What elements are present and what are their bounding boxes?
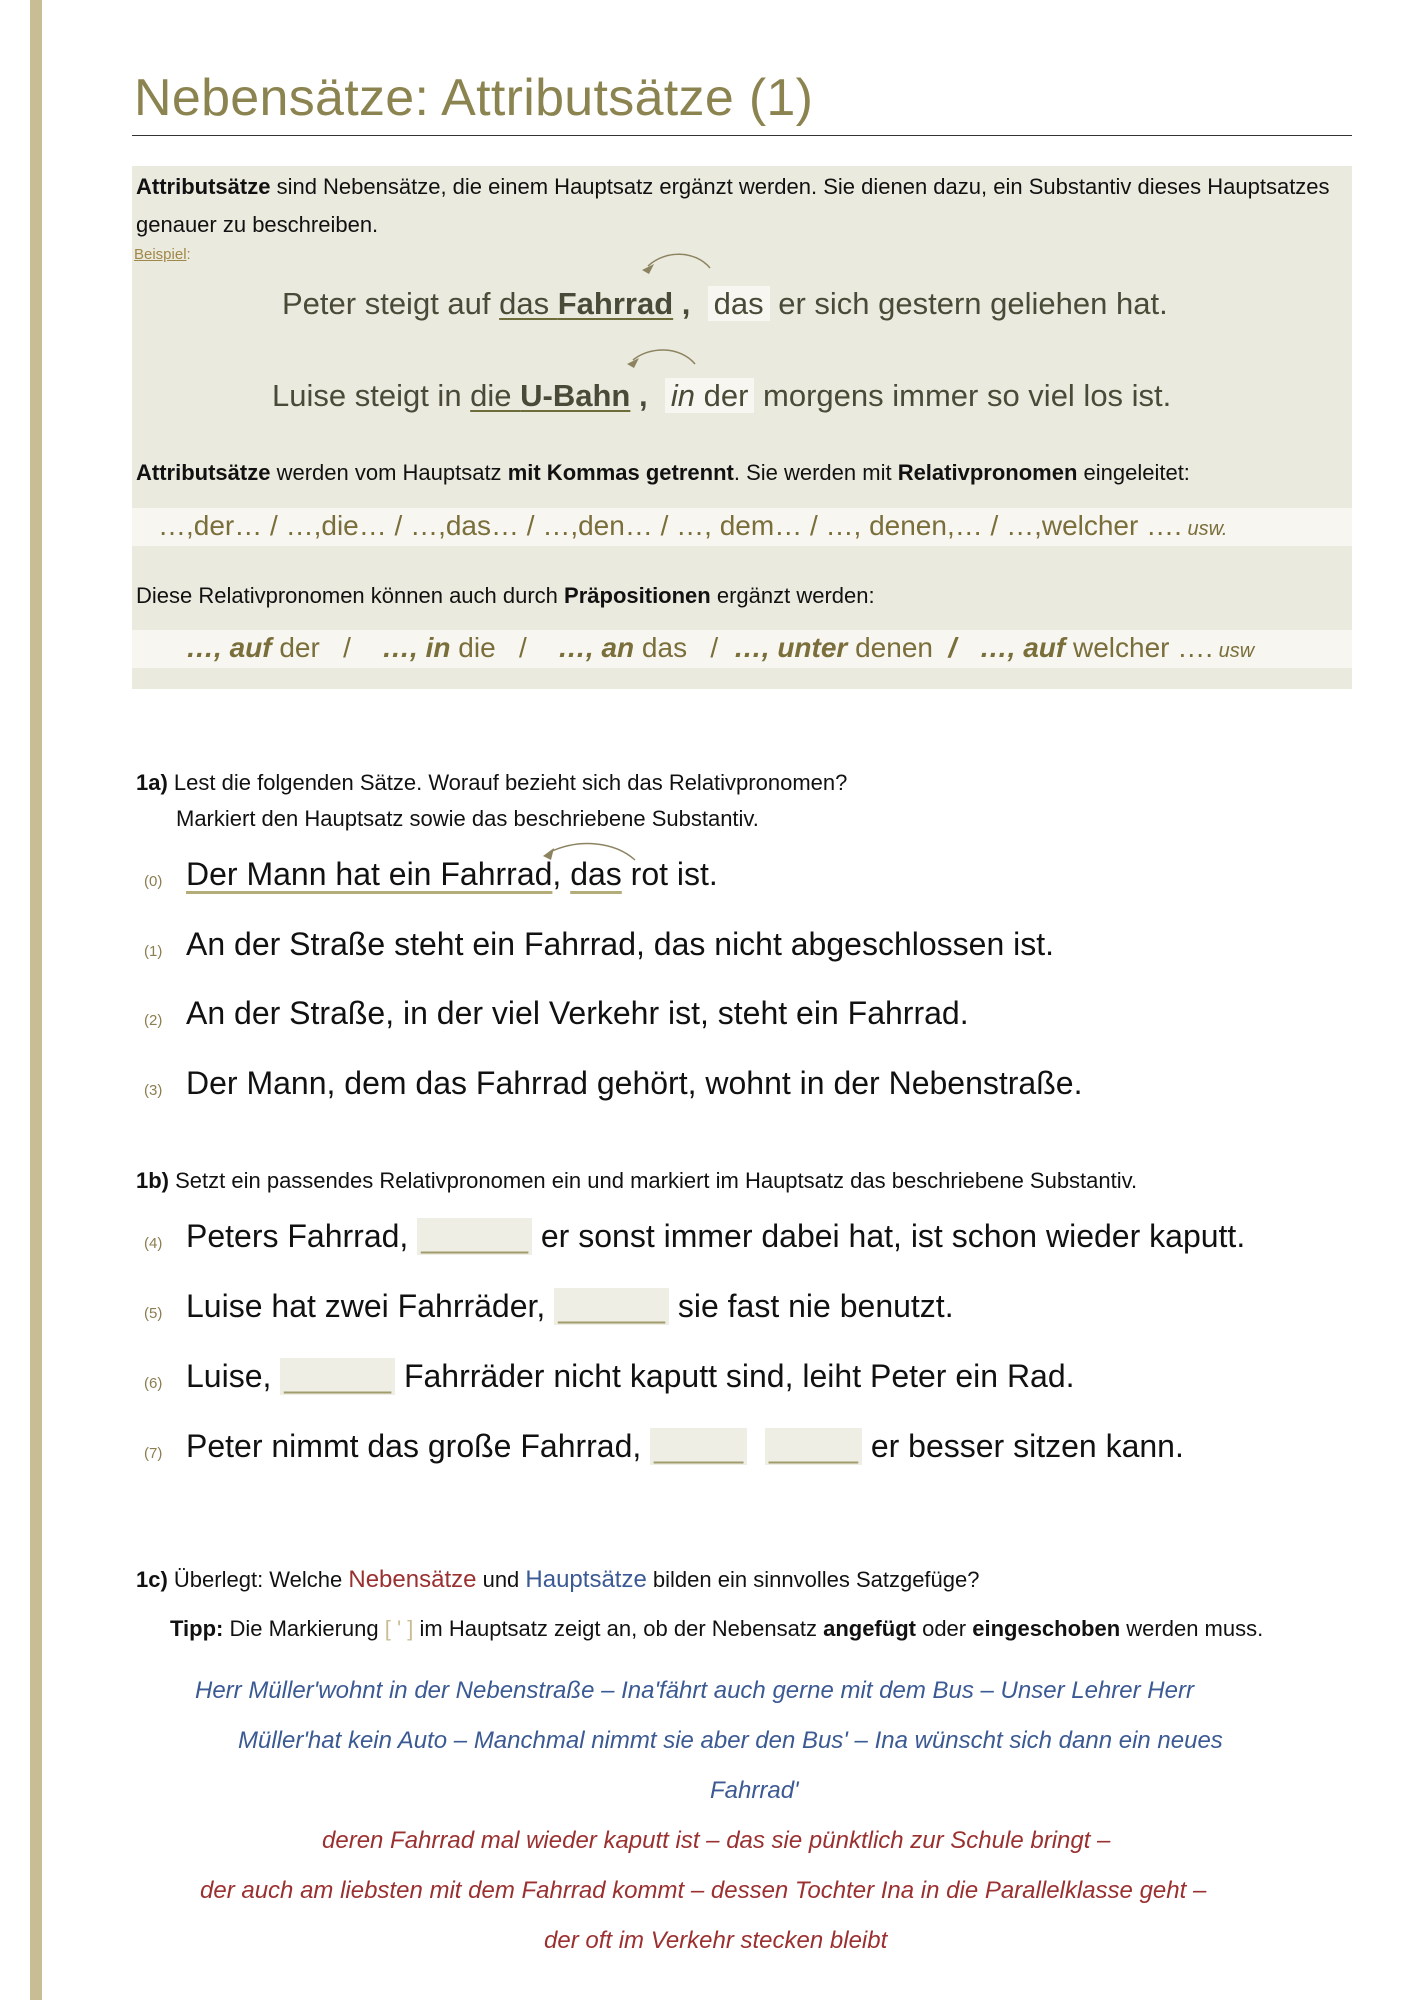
pronoun-list [158,510,1227,542]
tipp-mark: [ ' ] [384,1616,414,1641]
task-1a-line2: Markiert den Hauptsatz sowie das beschriebene Substantiv. [176,806,759,831]
tipp-text-4: werden muss. [1120,1616,1264,1641]
sentence-0-comma: , [552,856,571,892]
nebensatz-line-3: der oft im Verkehr stecken bleibt [544,1927,888,1954]
sentence-1: An der Straße steht ein Fahrrad, das nicht abgeschlossen ist. [186,926,1055,962]
ex2-noun: U-Bahn [520,378,631,413]
example-sentence-2 [272,378,1171,414]
task-1c [136,1566,980,1594]
left-sidebar-bar [30,0,42,2000]
pronoun-usw: usw. [1181,518,1228,540]
prep-rest: denen [847,632,933,663]
intro-bold: Attributsätze [136,174,271,199]
task-1a-label: 1a) [136,770,168,795]
hauptsatz-line-1: Herr Müller'wohnt in der Nebenstraße – Ina'fährt auch gerne mit dem Bus – Unser Lehrer Herr [195,1677,1194,1704]
rule-text-3: eingeleitet: [1077,460,1190,485]
prep-dots: …. [1169,632,1214,663]
tipp-label: Tipp: [170,1616,224,1641]
hauptsatz-line-2: Müller'hat kein Auto – Manchmal nimmt sie aber den Bus' – Ina wünscht sich dann ein neues [238,1727,1223,1754]
ex2-pre: Luise steigt in [272,378,471,413]
task-1c-text-3: bilden ein sinnvolles Satzgefüge? [646,1567,980,1592]
sentence-5-pre: Luise hat zwei Fahrräder, [186,1288,555,1324]
prep-prefix: …, [382,632,426,663]
sentence-4 [186,1218,1245,1255]
sentence-2: An der Straße, in der viel Verkehr ist, steht ein Fahrrad. [186,995,969,1031]
task-1c-text-1: Überlegt: Welche [167,1567,349,1592]
sentence-6-post: Fahrräder nicht kaputt sind, leiht Peter ein Rad. [395,1358,1075,1394]
prep-prefix: …, [733,632,778,663]
ex2-highlight [470,378,630,413]
sentence-number: (1) [144,943,163,960]
ex1-pronoun: das [708,286,770,321]
tipp-bold-1: angefügt [823,1616,916,1641]
tipp-text-3: oder [915,1616,973,1641]
task-1a [136,770,847,796]
sentence-0 [186,856,718,893]
example1-arrow [640,248,720,284]
blank-field[interactable]: ______ [280,1358,395,1395]
prep-rule-text-1: Diese Relativpronomen können auch durch [136,583,565,608]
sentence-6 [186,1358,1075,1395]
sentence-7-post: er besser sitzen kann. [861,1428,1184,1464]
tipp-text-1: Die Markierung [223,1616,385,1641]
beispiel-colon: : [186,246,191,263]
nebensatz-line-1: deren Fahrrad mal wieder kaputt ist – das sie pünktlich zur Schule bringt – [322,1827,1111,1854]
blank-field[interactable]: ______ [417,1218,532,1255]
blank-field[interactable]: _____ [765,1428,862,1465]
prep-rest: das [634,632,688,663]
rule-text-2: . Sie werden mit [733,460,898,485]
sentence-0-main-clause: Der Mann hat ein Fahrrad [186,856,553,892]
prep-word: auf [1023,632,1066,663]
prep-rest: der [271,632,320,663]
rule-text-1: werden vom Hauptsatz [270,460,508,485]
prep-rule-text-2: ergänzt werden: [710,583,875,608]
task-1b [136,1168,1137,1194]
prep-rule-bold: Präpositionen [564,583,711,608]
prep-prefix: …, [979,632,1024,663]
prep-item-2 [382,632,496,663]
task-1b-label: 1b) [136,1168,169,1193]
sentence-number: (4) [144,1235,163,1252]
ex2-pronoun: der [694,378,749,413]
tipp-bold-2: eingeschoben [972,1616,1121,1641]
ex2-prep: in [670,378,695,413]
preposition-list: …, auf der / …, in die / …, an das / …, unter denen / …, auf welcher …. usw [186,632,1255,663]
prep-prefix: …, [557,632,602,663]
task-1c-text-2: und [476,1567,526,1592]
sentence-number: (2) [144,1012,163,1029]
ex2-pronoun-box [665,378,755,413]
prep-item-4 [734,632,933,663]
sentence-3: Der Mann, dem das Fahrrad gehört, wohnt in der Nebenstraße. [186,1065,1083,1101]
prep-usw: usw [1213,640,1255,662]
sentence-0-rest: rot ist. [621,856,718,892]
nebensatz-line-2: der auch am liebsten mit dem Fahrrad kommt – dessen Tochter Ina in die Parallelklasse geht – [200,1877,1207,1904]
rule-bold-2: mit Kommas getrennt [507,460,734,485]
ex2-post: morgens immer so viel los ist. [754,378,1172,413]
rule-bold-3: Relativpronomen [897,460,1078,485]
rule-line [136,460,1190,486]
ex1-noun: Fahrrad [557,286,674,321]
prep-item-5 [980,632,1170,663]
task-1b-text: Setzt ein passendes Relativpronomen ein und markiert im Hauptsatz das beschriebene Substantiv. [169,1168,1138,1193]
prep-prefix: …, [186,632,230,663]
prep-word: in [425,632,451,663]
intro-text: sind Nebensätze, die einem Hauptsatz ergänzt werden. Sie dienen dazu, ein Substantiv dieses Hauptsatzes genauer zu beschreiben. [136,174,1330,237]
example-sentence-1 [282,286,1168,322]
prep-rest: welcher [1065,632,1170,663]
sentence-4-pre: Peters Fahrrad, [186,1218,418,1254]
sentence-0-pronoun: das [570,856,622,892]
prep-item-1 [186,632,320,663]
sentence-7-pre: Peter nimmt das große Fahrrad, [186,1428,651,1464]
beispiel-link[interactable]: Beispiel [134,246,187,263]
info-box [132,166,1352,689]
tipp-text-2: im Hauptsatz zeigt an, ob der Nebensatz [413,1616,824,1641]
prep-word: auf [229,632,272,663]
sentence-5 [186,1288,954,1325]
intro-paragraph [136,168,1351,244]
prep-rest: die [450,632,496,663]
sentence-number: (3) [144,1082,163,1099]
task-1c-nebensaetze: Nebensätze [348,1566,477,1593]
prep-word: an [601,632,635,663]
sentence-number: (5) [144,1305,163,1322]
page-title: Nebensätze: Attributsätze (1) [134,69,814,127]
task-1c-hauptsaetze: Hauptsätze [525,1566,647,1593]
sentence-4-post: er sonst immer dabei hat, ist schon wieder kaputt. [531,1218,1246,1254]
pronoun-list-text: …,der… / …,die… / …,das… / …,den… / …, dem… / …, denen,… / …,welcher …. [158,510,1182,541]
sentence-7 [186,1428,1184,1465]
task-1a-text: Lest die folgenden Sätze. Worauf bezieht sich das Relativpronomen? [167,770,848,795]
task-1c-label: 1c) [136,1567,168,1592]
ex2-comma: , [630,378,648,413]
rule-bold-1: Attributsätze [136,460,271,485]
ex1-pre: Peter steigt auf [282,286,500,321]
preposition-rule-line [136,583,875,609]
blank-field[interactable]: ______ [554,1288,669,1325]
sentence-number: (6) [144,1375,163,1392]
example-label [134,246,191,263]
ex1-post: er sich gestern geliehen hat. [769,286,1168,321]
ex1-article: das [499,286,558,321]
blank-field[interactable]: _____ [650,1428,747,1465]
ex1-highlight [499,286,673,321]
prep-item-3 [558,632,687,663]
example2-arrow [625,342,705,378]
sentence-number: (0) [144,873,163,890]
tipp-line [170,1616,1263,1642]
ex2-article: die [470,378,521,413]
ex1-comma: , [673,286,691,321]
hauptsatz-line-3: Fahrrad' [710,1777,799,1804]
sentence-number: (7) [144,1445,163,1462]
sentence-6-pre: Luise, [186,1358,281,1394]
title-divider [132,135,1352,136]
sentence-5-post: sie fast nie benutzt. [668,1288,954,1324]
prep-word: unter [777,632,848,663]
